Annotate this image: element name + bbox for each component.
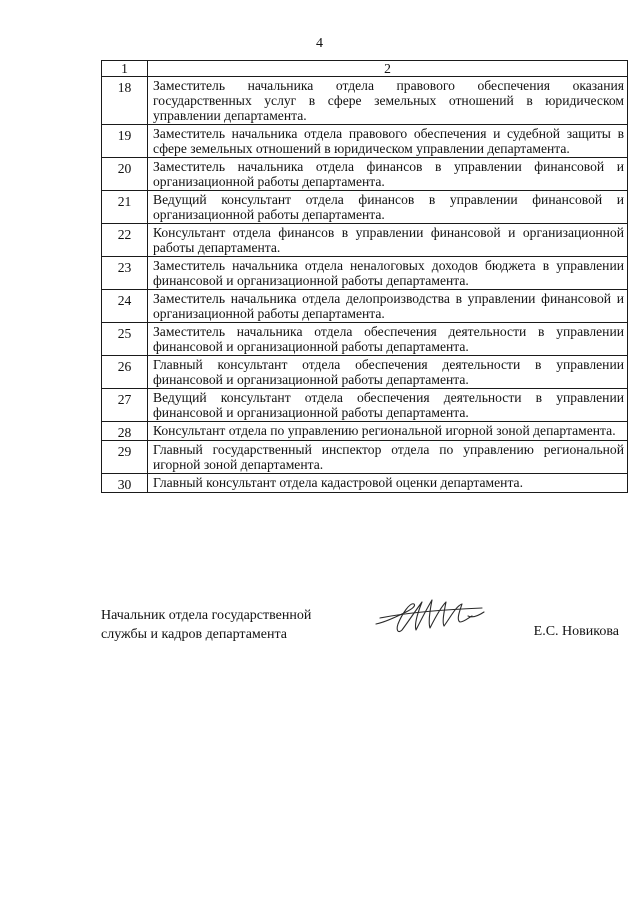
row-number: 27 <box>102 389 148 422</box>
position-title: Главный консультант отдела обеспечения деятельности в управлении финансовой и организационной работы департамента. <box>148 356 628 389</box>
handwritten-signature <box>372 592 494 640</box>
table-row <box>102 422 628 441</box>
signer-title-line-1: Начальник отдела государственной <box>101 608 312 623</box>
row-number: 20 <box>102 158 148 191</box>
page-number: 4 <box>316 36 323 51</box>
table-row <box>102 125 628 158</box>
table-header-row <box>102 61 628 77</box>
position-title: Ведущий консультант отдела финансов в управлении финансовой и организационной работы департамента. <box>148 191 628 224</box>
row-number: 21 <box>102 191 148 224</box>
row-number: 28 <box>102 422 148 441</box>
position-title: Главный консультант отдела кадастровой оценки департамента. <box>148 474 628 493</box>
position-title: Заместитель начальника отдела правового обеспечения и судебной защиты в сфере земельных отношений в юридическом управлении департамента. <box>148 125 628 158</box>
table-row <box>102 441 628 474</box>
column-header-number: 1 <box>102 61 148 77</box>
row-number: 18 <box>102 77 148 125</box>
position-title: Заместитель начальника отдела финансов в управлении финансовой и организационной работы департамента. <box>148 158 628 191</box>
position-title: Заместитель начальника отдела обеспечения деятельности в управлении финансовой и организационной работы департамента. <box>148 323 628 356</box>
table-row <box>102 257 628 290</box>
position-title: Консультант отдела финансов в управлении финансовой и организационной работы департамента. <box>148 224 628 257</box>
row-number: 25 <box>102 323 148 356</box>
row-number: 30 <box>102 474 148 493</box>
row-number: 24 <box>102 290 148 323</box>
table-row <box>102 77 628 125</box>
row-number: 26 <box>102 356 148 389</box>
positions-table <box>101 60 628 493</box>
position-title: Заместитель начальника отдела делопроизводства в управлении финансовой и организационной работы департамента. <box>148 290 628 323</box>
table-row <box>102 158 628 191</box>
position-title: Главный государственный инспектор отдела по управлению региональной игорной зоной департамента. <box>148 441 628 474</box>
signer-title <box>101 606 311 644</box>
row-number: 29 <box>102 441 148 474</box>
signer-name: Е.С. Новикова <box>533 624 619 639</box>
column-header-position: 2 <box>148 61 628 77</box>
row-number: 19 <box>102 125 148 158</box>
table-row <box>102 191 628 224</box>
position-title: Консультант отдела по управлению региональной игорной зоной департамента. <box>148 422 628 441</box>
table-row <box>102 323 628 356</box>
position-title: Ведущий консультант отдела обеспечения деятельности в управлении финансовой и организационной работы департамента. <box>148 389 628 422</box>
table-row <box>102 474 628 493</box>
position-title: Заместитель начальника отдела правового обеспечения оказания государственных услуг в сфере земельных отношений в юридическом управлении департамента. <box>148 77 628 125</box>
row-number: 22 <box>102 224 148 257</box>
table-row <box>102 356 628 389</box>
row-number: 23 <box>102 257 148 290</box>
table-row <box>102 224 628 257</box>
signer-title-line-2: службы и кадров департамента <box>101 627 287 642</box>
position-title: Заместитель начальника отдела неналоговых доходов бюджета в управлении финансовой и организационной работы департамента. <box>148 257 628 290</box>
table-row <box>102 389 628 422</box>
table-row <box>102 290 628 323</box>
